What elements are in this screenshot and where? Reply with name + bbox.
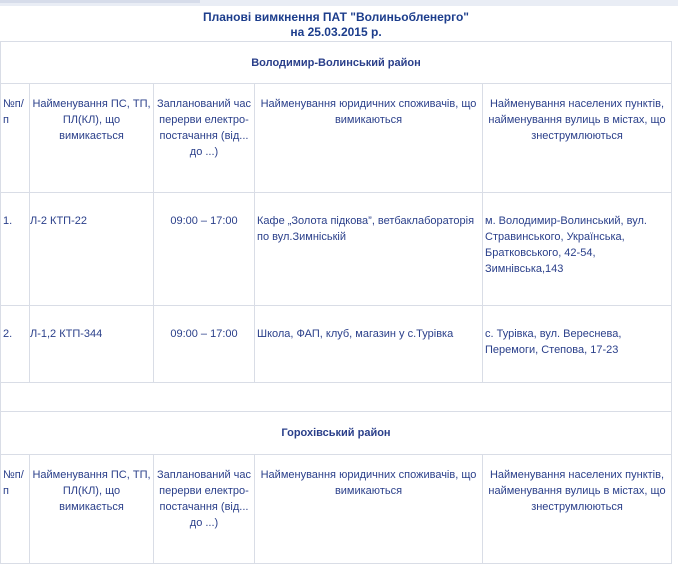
spacer-row [1,383,672,412]
schedule-table [0,41,672,564]
row-ps: Л-1,2 КТП-344 [30,306,154,383]
header-places: Найменування населених пунктів, найменування вулиць в містах, що знеструмлюються [483,455,672,564]
row-time: 09:00 – 17:00 [154,306,255,383]
district-name: Горохівський район [1,412,672,455]
column-header-row [1,455,672,564]
row-consumers: Школа, ФАП, клуб, магазин у с.Турівка [255,306,483,383]
header-num: №п/п [1,455,30,564]
header-time: Запланований час перерви електро-постачання (від... до ...) [154,455,255,564]
row-places: м. Володимир-Волинський, вул. Стравинського, Українська, Братковського, 42-54, Зимнівська,143 [483,193,672,306]
district-header-row [1,42,672,84]
header-num: №п/п [1,84,30,193]
header-consumers: Найменування юридичних споживачів, що вимикаються [255,84,483,193]
header-ps: Найменування ПС, ТП, ПЛ(КЛ), що вимикається [30,84,154,193]
top-strip-shade [0,0,200,3]
page-title [0,10,672,40]
spacer-cell [1,383,672,412]
row-ps: Л-2 КТП-22 [30,193,154,306]
row-time: 09:00 – 17:00 [154,193,255,306]
district-name: Володимир-Волинський район [1,42,672,84]
row-num: 2. [1,306,30,383]
header-time: Запланований час перерви електро-постачання (від... до ...) [154,84,255,193]
column-header-row [1,84,672,193]
row-places: с. Турівка, вул. Вереснева, Перемоги, Степова, 17-23 [483,306,672,383]
table-row [1,193,672,306]
header-consumers: Найменування юридичних споживачів, що вимикаються [255,455,483,564]
top-strip [0,0,678,6]
header-places: Найменування населених пунктів, найменування вулиць в містах, що знеструмлюються [483,84,672,193]
title-line-1: Планові вимкнення ПАТ "Волиньобленерго" [203,10,469,24]
title-line-2: на 25.03.2015 р. [290,25,382,39]
table-row [1,306,672,383]
district-header-row [1,412,672,455]
row-num: 1. [1,193,30,306]
row-consumers: Кафе „Золота підкова”, ветбаклабораторія по вул.Зимнiській [255,193,483,306]
header-ps: Найменування ПС, ТП, ПЛ(КЛ), що вимикається [30,455,154,564]
